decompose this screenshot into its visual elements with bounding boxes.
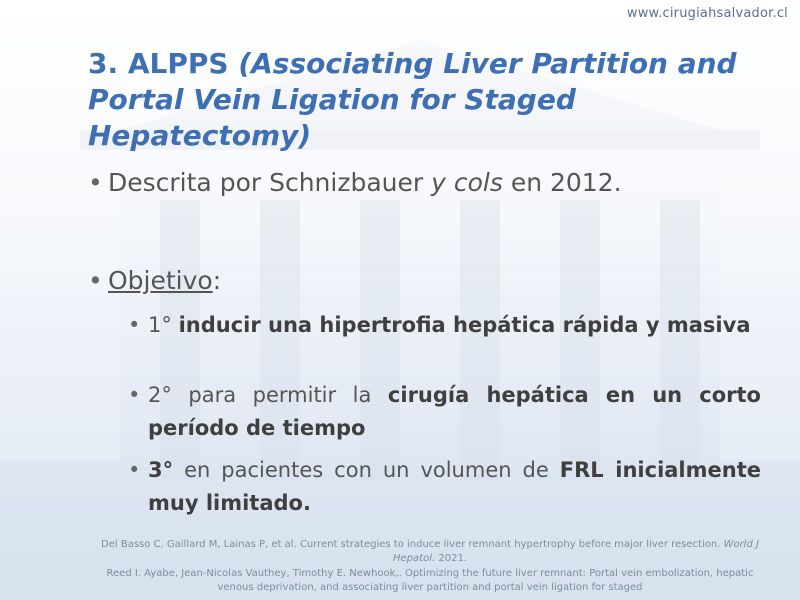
title-italic-line1: (Associating Liver Partition and <box>238 47 737 80</box>
sub1-number: 1° <box>148 313 172 337</box>
sub1-bold: inducir una hipertrofia hepática rápida y masiva <box>178 313 751 337</box>
sub3-number: 3° <box>148 458 174 482</box>
slide-title <box>88 46 778 154</box>
bullet-dot-icon: • <box>88 266 103 295</box>
sub-bullet-2 <box>128 379 761 445</box>
bullet-dot-icon: • <box>128 313 141 337</box>
site-url: www.cirugiahsalvador.cl <box>626 6 788 21</box>
sub3-normal: en pacientes con un volumen de <box>184 458 549 482</box>
bullet-description-part1: Descrita por Schnizbauer <box>108 168 432 197</box>
sub-bullet-1 <box>128 309 761 342</box>
reference-1-journal: World J Hepatol. <box>393 539 759 564</box>
bullet-dot-icon: • <box>128 383 141 407</box>
objective-colon: : <box>212 266 222 295</box>
reference-1-text: Del Basso C, Gaillard M, Lainas P, et al. Current strategies to induce liver remnant hypertrophy before major liver resection. <box>101 539 724 550</box>
bullet-description <box>88 168 622 197</box>
sub-bullet-3 <box>128 454 761 520</box>
sub2-number: 2° <box>148 383 172 407</box>
title-prefix: 3. ALPPS <box>88 47 239 80</box>
bullet-objective <box>88 266 221 295</box>
bullet-dot-icon: • <box>128 458 141 482</box>
reference-2: Reed I. Ayabe, Jean-Nicolas Vauthey, Timothy E. Newhook,. Optimizing the future liver remnant: Portal vein embolization, hepatic venous deprivation, and associating liver partition and portal vein ligation for staged <box>106 568 754 593</box>
bullet-description-part2: en 2012. <box>502 168 622 197</box>
reference-1 <box>90 538 770 566</box>
title-italic-line2: Portal Vein Ligation for Staged Hepatectomy) <box>88 83 576 152</box>
sub2-bold: cirugía hepática en un corto período de tiempo <box>148 383 761 440</box>
bullet-description-italic: y cols <box>431 168 503 197</box>
objective-label: Objetivo <box>108 266 213 295</box>
bullet-dot-icon: • <box>88 168 103 197</box>
sub2-normal: para permitir la <box>188 383 372 407</box>
reference-1-year: 2021. <box>435 553 467 564</box>
sub3-bold: FRL inicialmente muy limitado. <box>148 458 761 515</box>
